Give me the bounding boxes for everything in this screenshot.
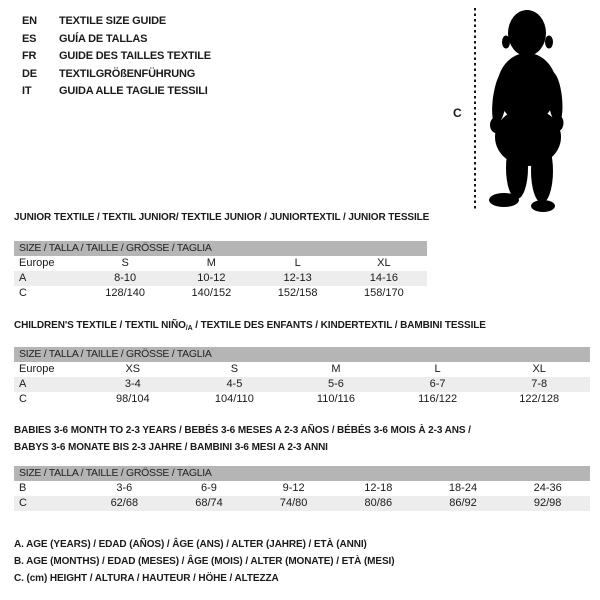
title-subscript: /A bbox=[185, 325, 193, 332]
language-row-fr bbox=[22, 48, 211, 66]
table-cell: 122/128 bbox=[519, 393, 560, 405]
row-label: Europe bbox=[19, 257, 55, 269]
table-cell: 62/68 bbox=[110, 497, 139, 509]
table-cell: 110/116 bbox=[316, 393, 356, 405]
table-cell: 8-10 bbox=[114, 272, 137, 284]
children-size-table bbox=[14, 347, 590, 407]
table-cell: S bbox=[121, 257, 129, 269]
size-header-bar: SIZE / TALLA / TAILLE / GRÖSSE / TAGLIA bbox=[14, 347, 590, 362]
table-cell: 12-18 bbox=[364, 482, 393, 494]
table-cell: 3-4 bbox=[124, 378, 141, 390]
table-cell: 92/98 bbox=[533, 497, 562, 509]
table-cell: 128/140 bbox=[105, 287, 145, 299]
table-cell: M bbox=[206, 257, 216, 269]
table-cell: 86/92 bbox=[449, 497, 477, 509]
height-measure-dashed-line bbox=[474, 8, 476, 211]
footnote-c: C. (cm) HEIGHT / ALTURA / HAUTEUR / HÖHE / ALTEZZA bbox=[14, 573, 279, 584]
title-line: BABYS 3-6 MONATE BIS 2-3 JAHRE / BAMBINI 3-6 MESI A 2-3 ANNI bbox=[14, 442, 328, 453]
language-code: ES bbox=[22, 32, 37, 45]
footnote-a: A. AGE (YEARS) / EDAD (AÑOS) / ÂGE (ANS) / ALTER (JAHRE) / ETÀ (ANNI) bbox=[14, 539, 367, 550]
table-cell: 3-6 bbox=[116, 482, 133, 494]
table-cell: 116/122 bbox=[418, 393, 458, 405]
row-label: Europe bbox=[19, 363, 55, 375]
language-code: DE bbox=[22, 67, 37, 80]
row-label: C bbox=[19, 393, 27, 405]
babies-size-table bbox=[14, 466, 590, 511]
table-cell: 24-36 bbox=[533, 482, 562, 494]
table-row bbox=[14, 481, 590, 496]
language-code: IT bbox=[22, 85, 32, 97]
table-row bbox=[14, 271, 427, 286]
table-cell: 6-9 bbox=[201, 482, 217, 494]
table-cell: 80/86 bbox=[364, 497, 393, 509]
junior-size-table bbox=[14, 241, 427, 301]
table-row bbox=[14, 256, 427, 271]
row-label: A bbox=[19, 378, 27, 390]
children-table-title bbox=[14, 320, 486, 332]
table-cell: 6-7 bbox=[429, 378, 446, 390]
table-cell: 152/158 bbox=[277, 287, 318, 299]
language-title: GUIDA ALLE TAGLIE TESSILI bbox=[59, 85, 208, 97]
title-text: / TEXTILE DES ENFANTS / KINDERTEXTIL / BAMBINI TESSILE bbox=[192, 320, 486, 331]
table-cell: 12-13 bbox=[283, 272, 312, 284]
title-line: BABIES 3-6 MONTH TO 2-3 YEARS / BEBÉS 3-6 MESES A 2-3 AÑOS / BÉBÉS 3-6 MOIS À 2-3 ANS / bbox=[14, 425, 471, 436]
table-row bbox=[14, 286, 427, 301]
language-title-block bbox=[22, 13, 211, 101]
language-row-en bbox=[22, 13, 211, 31]
table-row bbox=[14, 392, 590, 407]
language-row-it bbox=[22, 83, 211, 101]
language-code: EN bbox=[22, 15, 37, 27]
table-row bbox=[14, 377, 590, 392]
table-cell: 9-12 bbox=[282, 482, 305, 494]
row-label: C bbox=[19, 287, 27, 299]
junior-table-title: JUNIOR TEXTILE / TEXTIL JUNIOR/ TEXTILE JUNIOR / JUNIORTEXTIL / JUNIOR TESSILE bbox=[14, 212, 430, 223]
language-title: GUÍA DE TALLAS bbox=[59, 32, 148, 45]
language-code: FR bbox=[22, 50, 37, 62]
language-title: GUIDE DES TAILLES TEXTILE bbox=[59, 50, 211, 62]
table-cell: 74/80 bbox=[279, 497, 308, 509]
table-cell: M bbox=[331, 363, 341, 375]
table-cell: 14-16 bbox=[369, 272, 398, 284]
table-cell: 4-5 bbox=[226, 378, 243, 390]
size-header-bar: SIZE / TALLA / TAILLE / GRÖSSE / TAGLIA bbox=[14, 466, 590, 481]
toddler-silhouette-icon bbox=[487, 6, 579, 214]
language-title: TEXTILE SIZE GUIDE bbox=[59, 15, 167, 27]
table-row bbox=[14, 362, 590, 377]
table-cell: XS bbox=[125, 363, 141, 375]
size-header-bar: SIZE / TALLA / TAILLE / GRÖSSE / TAGLIA bbox=[14, 241, 427, 256]
table-cell: S bbox=[230, 363, 239, 375]
table-cell: 5-6 bbox=[328, 378, 344, 390]
table-cell: L bbox=[294, 257, 301, 269]
table-cell: XL bbox=[377, 257, 391, 269]
language-row-es bbox=[22, 31, 211, 49]
row-label: C bbox=[19, 497, 27, 509]
table-cell: 140/152 bbox=[191, 287, 232, 299]
table-row bbox=[14, 496, 590, 511]
table-cell: 98/104 bbox=[115, 393, 150, 405]
row-label: B bbox=[19, 482, 27, 494]
language-row-de bbox=[22, 66, 211, 84]
table-cell: XL bbox=[532, 363, 546, 375]
table-cell: 7-8 bbox=[531, 378, 548, 390]
table-cell: L bbox=[434, 363, 441, 375]
babies-table-title bbox=[14, 422, 471, 456]
table-cell: 10-12 bbox=[197, 272, 226, 284]
height-measure-label: C bbox=[453, 106, 462, 120]
table-cell: 68/74 bbox=[195, 497, 223, 509]
footnote-b: B. AGE (MONTHS) / EDAD (MESES) / ÂGE (MOIS) / ALTER (MONATE) / ETÀ (MESI) bbox=[14, 556, 395, 567]
table-cell: 18-24 bbox=[448, 482, 478, 494]
row-label: A bbox=[19, 272, 27, 284]
table-cell: 158/170 bbox=[363, 287, 404, 299]
footnotes-block bbox=[14, 536, 394, 587]
table-cell: 104/110 bbox=[214, 393, 254, 405]
title-text: CHILDREN'S TEXTILE / TEXTIL NIÑO bbox=[14, 320, 186, 331]
language-title: TEXTILGRÖßENFÜHRUNG bbox=[59, 67, 196, 80]
